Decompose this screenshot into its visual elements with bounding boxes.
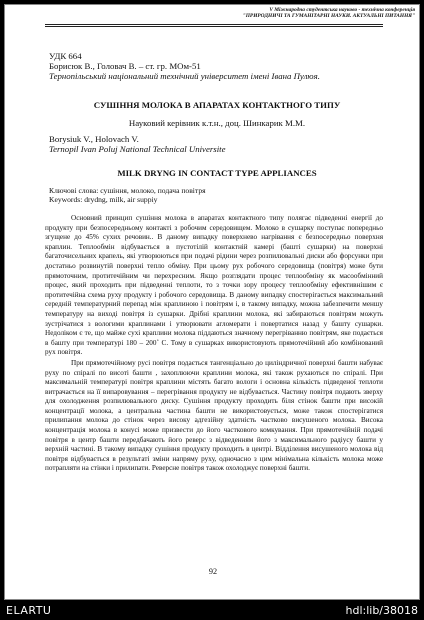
handle-label: hdl:lib/38018	[345, 604, 418, 617]
paragraph-2: При прямотечійному русі повітря подається тангенціально до циліндричної поверхні башти набуває руху по спіралі по висоті башти , захоплюючи краплини молока, які також рухаються по спіралі. При максимальній температурі повітря краплини містять багато вологи і основна кількість підведеної теплоти витрачається на її випаровування – перегрівання продукту не відбувається. Частину повітря подають зверху для охолодження розпилювального диску. Сушіння продукту проходить біля стінок башти при високій концентрації молока, а центральна частина башти не використовується, може також спостерігатися прилипання молока до стінок через високу адгезійну здатність частково висушеного молока. Висока концентрація молока в конусі може призвести до його часткового комкування. При прямотечійній подачі повітря в центр башти передбачають його реверс з відведенням його з максимального радіусу башти у верхній частині. В такому випадку сушіння продукту проходить в центрі. Відділення висушеного молока від повітря відбувається в результаті зміни напряму руху, одночасно з цим мінімальна кількість молока може потрапляти на стінки і прилипати. Реверсне повітря також охолоджує поверхні башти.	[45, 358, 383, 473]
title-en: MILK DRYNG IN CONTACT TYPE APPLIANCES	[117, 168, 317, 178]
conference-header	[115, 7, 415, 20]
paragraph-1: Основний принцип сушіння молока в апаратах контактного типу полягає підведенні енергії до продукту при безпосередньому контакті з робочим середовищем. Молоко в сушарку поступає попередньо згущене до 45% сухих речовин.. В даному випадку поверхнево нагрівання є безпосередньо поверхня краплин. Теплообмін відбувається в пустотілій контактній камері (башті сушарки) на поверхні багаточисельних крапель, які утворюються при подачі рідини через розпилювальні диски або форсунки при достатньо розвинутій поверхні тепло обміну. При цьому рух робочого середовища (повітря) може бути прямоточним, протитечійним чи перехресним. Якщо розглядати процес теплообміну як масообмінний процес, який проходить при підведенні теплоти, то з точки зору процесу теплообміну ефективнішим є протитечійна схема руху продукту і робочого середовища. В даному випадку спостерігається максимальний середній температурний перепад між краплиною і повітрям і, в такому випадку, можна забезпечити меншу температуру на виході повітря із сушарки. Дрібні краплини молока, які забираються повітрям можуть зустрічатися з вологими краплинами і утворювати агломерати і повертатися назад у башту сушарки. Недоліком є те, що майже сухі краплини молока піддаються значному перегріванню повітрям, яке подається в башту при температурі 180 – 200˚ С. Тому в сушарках використовують прямотечійний або комбінований рух повітря.	[45, 214, 383, 357]
title-uk: СУШІННЯ МОЛОКА В АПАРАТАХ КОНТАКТНОГО ТИПУ	[93, 100, 341, 110]
article-body	[45, 214, 383, 474]
authors-en: Borysiuk V., Holovach V.	[49, 134, 139, 144]
authors-uk: Борисюк В., Головач В. – ст. гр. МОм-51	[49, 61, 201, 71]
document-page	[4, 4, 420, 600]
conference-line-1: V Міжнародна студентська науково - технічна конференція	[269, 7, 415, 13]
repository-label: ELARTU	[6, 604, 52, 617]
university-uk: Тернопільський національний технічний університет імені Івана Пулюя.	[49, 71, 320, 81]
conference-line-2: "ПРИРОДНИЧІ ТА ГУМАНІТАРНІ НАУКИ. АКТУАЛЬНІ ПИТАННЯ"	[242, 13, 415, 20]
header-rule-bottom	[45, 26, 383, 27]
supervisor: Науковий керівник к.т.н., доц. Шинкарик М.М.	[128, 118, 306, 128]
university-en: Ternopil Ivan Poluj National Technical Universite	[49, 144, 226, 154]
keywords-uk: Ключові слова: сушіння, молоко, подача повітря	[49, 186, 206, 195]
page-number: 92	[208, 567, 218, 576]
header-rule-top	[45, 24, 383, 25]
keywords-en: Keywords: drydng, milk, air suppiy	[49, 195, 158, 204]
udk-code: УДК 664	[49, 51, 82, 61]
